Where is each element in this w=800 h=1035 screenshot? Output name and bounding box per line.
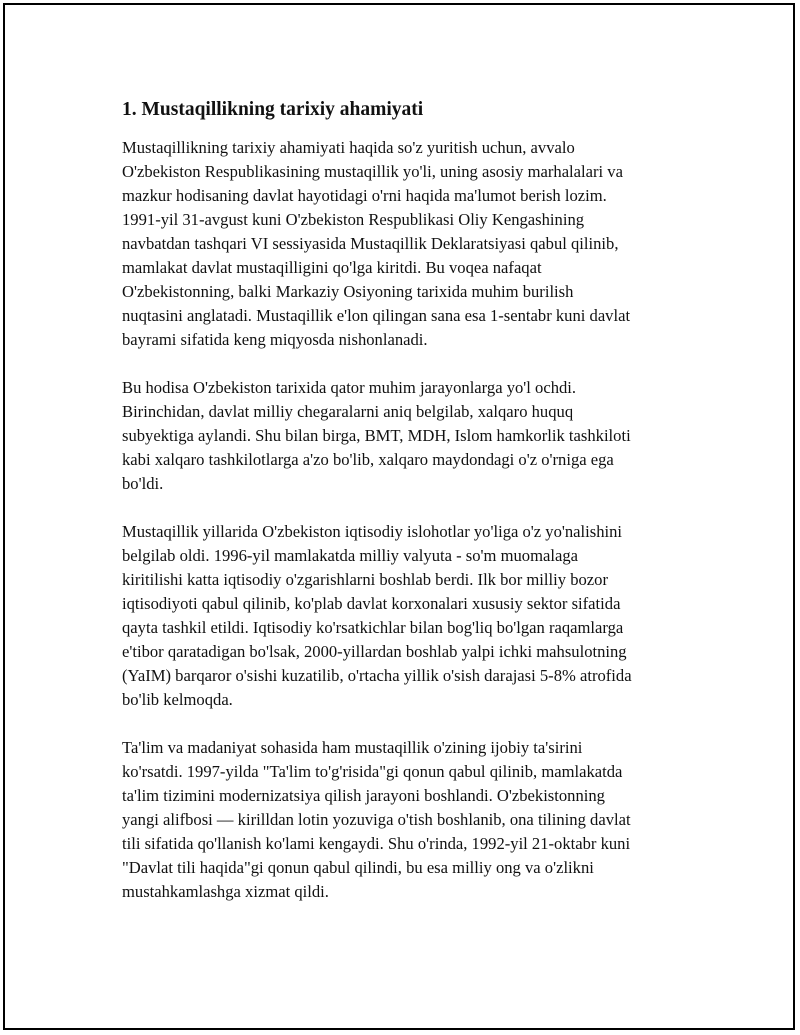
text-line: (YaIM) barqaror o'sishi kuzatilib, o'rtacha yillik o'sish darajasi 5-8% atrofida: [122, 666, 632, 685]
text-line: O'zbekistonning, balki Markaziy Osiyoning tarixida muhim burilish: [122, 282, 574, 301]
paragraph-4: [122, 736, 692, 904]
text-line: ko'rsatdi. 1997-yilda "Ta'lim to'g'risida"gi qonun qabul qilinib, mamlakatda: [122, 762, 623, 781]
text-line: mazkur hodisaning davlat hayotidagi o'rni haqida ma'lumot berish lozim.: [122, 186, 607, 205]
text-line: mamlakat davlat mustaqilligini qo'lga kiritdi. Bu voqea nafaqat: [122, 258, 542, 277]
text-line: mustahkamlashga xizmat qildi.: [122, 882, 329, 901]
text-line: subyektiga aylandi. Shu bilan birga, BMT, MDH, Islom hamkorlik tashkiloti: [122, 426, 631, 445]
text-line: Mustaqillik yillarida O'zbekiston iqtisodiy islohotlar yo'liga o'z yo'nalishini: [122, 522, 623, 541]
text-line: bo'ldi.: [122, 474, 164, 493]
text-line: e'tibor qaratadigan bo'lsak, 2000-yillardan boshlab yalpi ichki mahsulotning: [122, 642, 627, 661]
text-line: Mustaqillikning tarixiy ahamiyati haqida so'z yuritish uchun, avvalo: [122, 138, 575, 157]
text-line: belgilab oldi. 1996-yil mamlakatda milliy valyuta - so'm muomalaga: [122, 546, 578, 565]
text-line: "Davlat tili haqida"gi qonun qabul qilindi, bu esa milliy ong va o'zlikni: [122, 858, 594, 877]
text-line: ta'lim tizimini modernizatsiya qilish jarayoni boshlandi. O'zbekistonning: [122, 786, 605, 805]
text-line: Bu hodisa O'zbekiston tarixida qator muhim jarayonlarga yo'l ochdi.: [122, 378, 577, 397]
text-line: 1991-yil 31-avgust kuni O'zbekiston Respublikasi Oliy Kengashining: [122, 210, 585, 229]
paragraph-2: [122, 376, 692, 496]
text-line: navbatdan tashqari VI sessiyasida Mustaqillik Deklaratsiyasi qabul qilinib,: [122, 234, 619, 253]
text-line: kabi xalqaro tashkilotlarga a'zo bo'lib, xalqaro maydondagi o'z o'rniga ega: [122, 450, 614, 469]
text-line: tili sifatida qo'llanish ko'lami kengaydi. Shu o'rinda, 1992-yil 21-oktabr kuni: [122, 834, 631, 853]
text-line: nuqtasini anglatadi. Mustaqillik e'lon qilingan sana esa 1-sentabr kuni davlat: [122, 306, 631, 325]
text-line: bo'lib kelmoqda.: [122, 690, 233, 709]
text-line: Birinchidan, davlat milliy chegaralarni aniq belgilab, xalqaro huquq: [122, 402, 574, 421]
text-line: qayta tashkil etildi. Iqtisodiy ko'rsatkichlar bilan bog'liq bo'lgan raqamlarga: [122, 618, 624, 637]
text-line: iqtisodiyoti qabul qilinib, ko'plab davlat korxonalari xususiy sektor sifatida: [122, 594, 621, 613]
text-line: bayrami sifatida keng miqyosda nishonlanadi.: [122, 330, 428, 349]
document-content: [122, 97, 692, 928]
document-page: [3, 3, 795, 1030]
text-line: O'zbekiston Respublikasining mustaqillik yo'li, uning asosiy marhalalari va: [122, 162, 623, 181]
section-heading: 1. Mustaqillikning tarixiy ahamiyati: [122, 99, 424, 120]
paragraph-3: [122, 520, 692, 712]
text-line: Ta'lim va madaniyat sohasida ham mustaqillik o'zining ijobiy ta'sirini: [122, 738, 583, 757]
text-line: yangi alifbosi — kirilldan lotin yozuviga o'tish boshlanib, ona tilining davlat: [122, 810, 631, 829]
text-line: kiritilishi katta iqtisodiy o'zgarishlarni boshlab berdi. Ilk bor milliy bozor: [122, 570, 608, 589]
paragraph-1: [122, 136, 692, 352]
